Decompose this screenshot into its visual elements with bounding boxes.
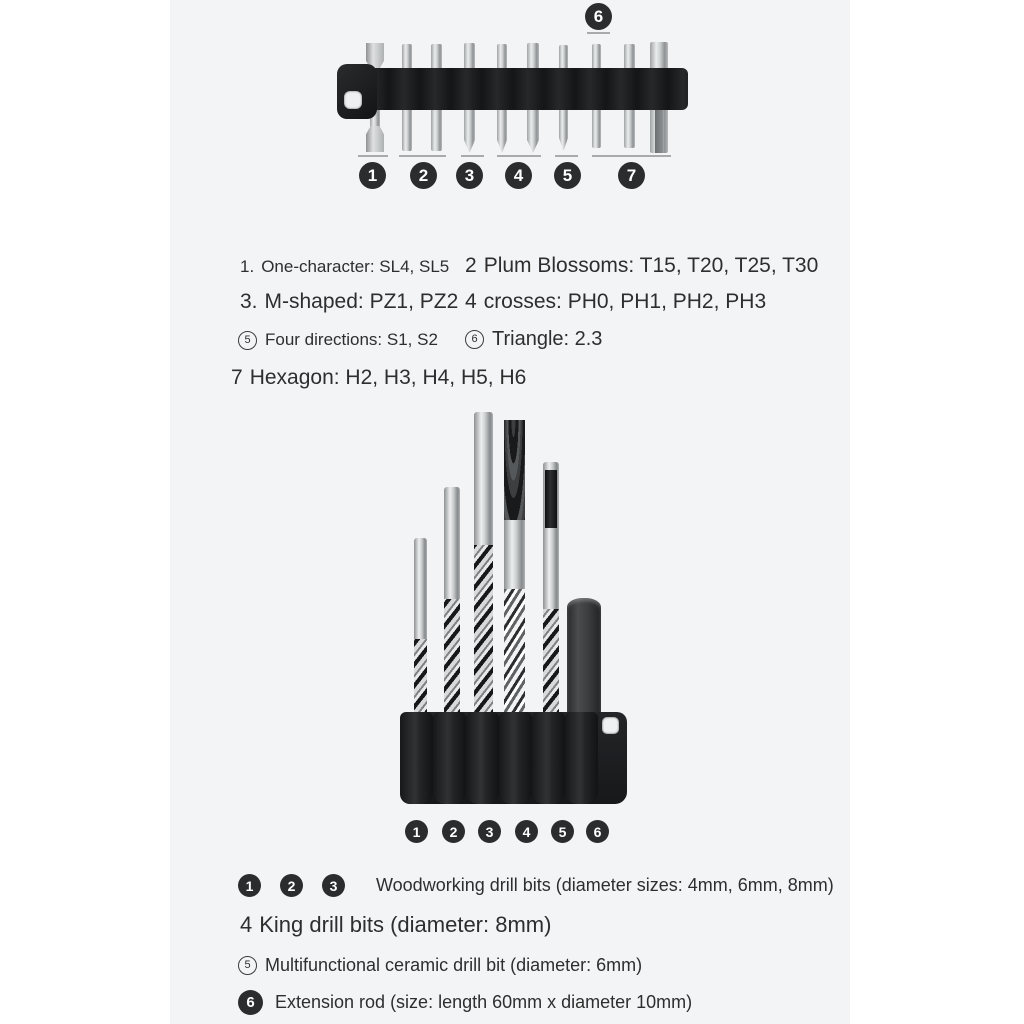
king-bit-pattern (504, 420, 525, 520)
drill-flutes (474, 545, 493, 715)
filled-1-icon: 1 (238, 874, 261, 897)
legend-item-ceramic (238, 955, 642, 976)
ceramic-bit-band (545, 470, 557, 528)
strip-hang-hole (344, 91, 362, 109)
holder-rib (532, 712, 565, 804)
ceramic-drill-bit-6mm (543, 462, 559, 715)
legend-text: crosses: PH0, PH1, PH2, PH3 (483, 290, 767, 313)
legend-item-1 (240, 257, 449, 277)
drill-badge-6: 6 (586, 820, 609, 843)
strip-badge-1: 1 (359, 162, 386, 189)
legend-item-2 (465, 254, 818, 278)
underline-group-4 (497, 155, 541, 157)
legend-item-extension (238, 990, 692, 1015)
drill-flutes (414, 639, 427, 715)
strip-badge-4: 4 (505, 162, 532, 189)
legend-text: King drill bits (diameter: 8mm) (259, 912, 552, 937)
drill-badge-2: 2 (442, 820, 465, 843)
legend-text: Extension rod (size: length 60mm x diameter 10mm) (275, 992, 693, 1012)
legend-item-3 (240, 290, 458, 314)
drill-badge-1: 1 (405, 820, 428, 843)
filled-6-icon: 6 (238, 990, 263, 1015)
legend-text: Four directions: S1, S2 (265, 330, 438, 349)
holder-rib (499, 712, 532, 804)
drill-bit-8mm (474, 412, 493, 715)
drill-bit-holder (400, 712, 627, 804)
strip-badge-6: 6 (585, 3, 612, 30)
strip-badge-3: 3 (456, 162, 483, 189)
bit-strip-holder (358, 68, 688, 110)
legend-num: 1. (240, 257, 255, 276)
underline-group-7 (592, 155, 671, 157)
drill-badge-5: 5 (551, 820, 574, 843)
holder-rib (466, 712, 499, 804)
legend-text: Triangle: 2.3 (492, 328, 603, 350)
legend-num: 3. (240, 290, 258, 313)
holder-rib (400, 712, 433, 804)
underline-group-1 (358, 155, 388, 157)
drill-flutes (504, 589, 525, 715)
holder-rib (433, 712, 466, 804)
filled-2-icon: 2 (280, 874, 303, 897)
legend-num: 2 (465, 254, 477, 277)
legend-text: Plum Blossoms: T15, T20, T25, T30 (483, 254, 819, 277)
king-drill-bit-8mm (504, 420, 525, 715)
filled-3-icon: 3 (322, 874, 345, 897)
underline-group-3 (461, 155, 484, 157)
legend-text: Woodworking drill bits (diameter sizes: 4mm, 6mm, 8mm) (376, 875, 834, 895)
legend-text: Multifunctional ceramic drill bit (diameter: 6mm) (265, 955, 643, 975)
legend-num: 4 (465, 290, 477, 313)
strip-badge-5: 5 (554, 162, 581, 189)
extension-rod (567, 598, 601, 715)
legend-num: 4 (240, 912, 253, 937)
legend-item-5 (238, 330, 438, 350)
circled-6-icon: 6 (465, 330, 484, 349)
drill-bit-4mm (414, 538, 427, 715)
drill-flutes (543, 609, 559, 715)
drill-flutes (444, 599, 460, 715)
strip-badge-2: 2 (410, 162, 437, 189)
drill-badge-4: 4 (515, 820, 538, 843)
legend-text: Hexagon: H2, H3, H4, H5, H6 (249, 366, 527, 389)
legend-item-king (240, 912, 551, 938)
legend-item-4 (465, 290, 766, 314)
legend-item-woodworking (238, 874, 834, 897)
holder-rib (565, 712, 598, 804)
strip-badge-7: 7 (618, 162, 645, 189)
underline-group-5 (555, 155, 578, 157)
legend-text: M-shaped: PZ1, PZ2 (264, 290, 459, 313)
circled-5-icon: 5 (238, 956, 257, 975)
circled-5-icon: 5 (238, 331, 257, 350)
underline-group-6 (587, 32, 610, 34)
drill-bit-6mm (444, 487, 460, 715)
drill-badge-3: 3 (478, 820, 501, 843)
slotted-tip-icon (366, 126, 384, 152)
legend-item-7 (231, 366, 526, 390)
legend-text: One-character: SL4, SL5 (261, 257, 450, 276)
holder-hang-hole (602, 717, 619, 734)
legend-item-6 (465, 328, 602, 351)
underline-group-2 (399, 155, 446, 157)
legend-num: 7 (231, 366, 243, 389)
